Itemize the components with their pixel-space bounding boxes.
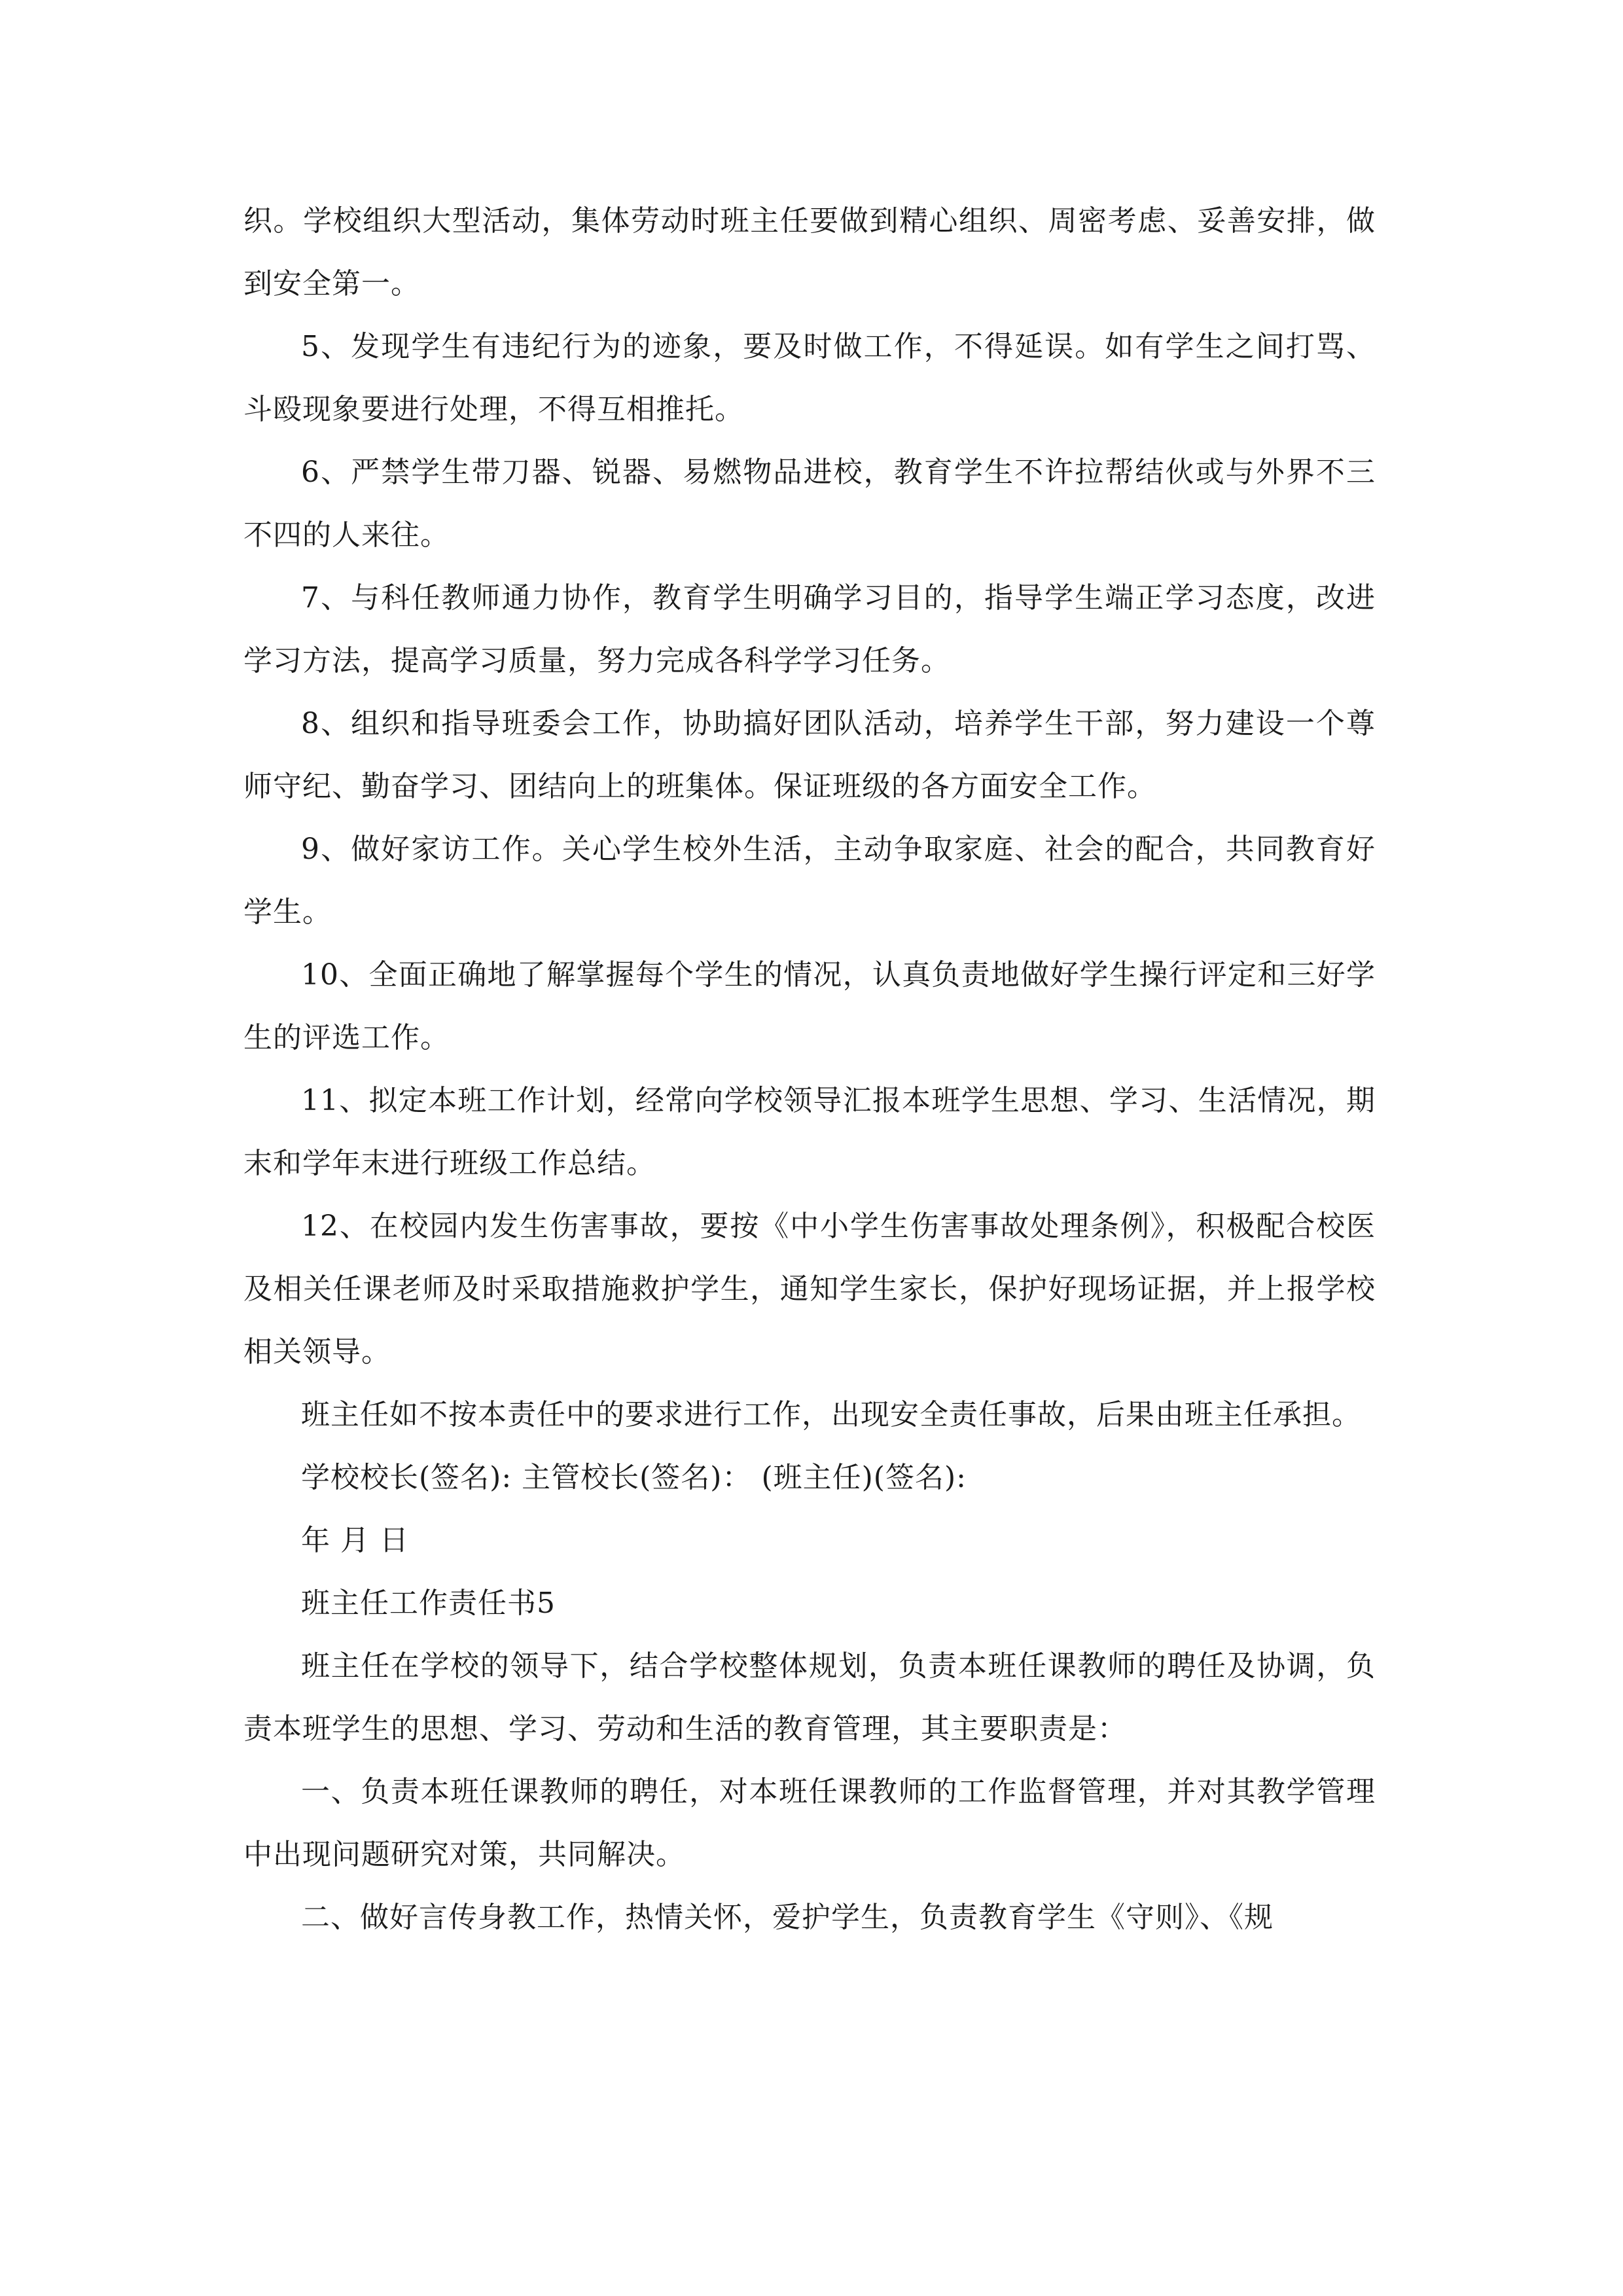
paragraph: 班主任如不按本责任中的要求进行工作，出现安全责任事故，后果由班主任承担。 (301, 1398, 1361, 1431)
paragraph: 织。学校组织大型活动，集体劳动时班主任要做到精心组织、周密考虑、妥善安排，做到安全第一。 (243, 204, 1376, 300)
paragraph: 9、做好家访工作。关心学生校外生活，主动争取家庭、社会的配合，共同教育好学生。 (243, 833, 1376, 929)
document-body (243, 190, 1376, 1949)
signature-line: 学校校长(签名): 主管校长(签名)： (班主任)(签名): (301, 1461, 967, 1494)
paragraph: 二、做好言传身教工作，热情关怀，爱护学生，负责教育学生《守则》、《规 (301, 1901, 1274, 1934)
paragraph: 5、发现学生有违纪行为的迹象，要及时做工作，不得延误。如有学生之间打骂、斗殴现象要进行处理，不得互相推托。 (243, 330, 1376, 426)
date-line: 年 月 日 (301, 1524, 409, 1557)
paragraph: 12、在校园内发生伤害事故，要按《中小学生伤害事故处理条例》，积极配合校医及相关任课老师及时采取措施救护学生，通知学生家长，保护好现场证据，并上报学校相关领导。 (243, 1210, 1376, 1369)
paragraph: 6、严禁学生带刀器、锐器、易燃物品进校，教育学生不许拉帮结伙或与外界不三不四的人来往。 (243, 456, 1376, 552)
paragraph: 10、全面正确地了解掌握每个学生的情况，认真负责地做好学生操行评定和三好学生的评选工作。 (243, 958, 1376, 1054)
paragraph: 班主任在学校的领导下，结合学校整体规划，负责本班任课教师的聘任及协调，负责本班学生的思想、学习、劳动和生活的教育管理，其主要职责是： (243, 1649, 1376, 1746)
paragraph: 11、拟定本班工作计划，经常向学校领导汇报本班学生思想、学习、生活情况，期末和学年末进行班级工作总结。 (243, 1084, 1376, 1180)
paragraph: 7、与科任教师通力协作，教育学生明确学习目的，指导学生端正学习态度，改进学习方法，提高学习质量，努力完成各科学学习任务。 (243, 581, 1376, 677)
section-heading: 班主任工作责任书5 (301, 1587, 556, 1620)
paragraph: 8、组织和指导班委会工作，协助搞好团队活动，培养学生干部，努力建设一个尊师守纪、勤奋学习、团结向上的班集体。保证班级的各方面安全工作。 (243, 707, 1376, 803)
paragraph: 一、负责本班任课教师的聘任，对本班任课教师的工作监督管理，并对其教学管理中出现问题研究对策，共同解决。 (243, 1775, 1376, 1871)
